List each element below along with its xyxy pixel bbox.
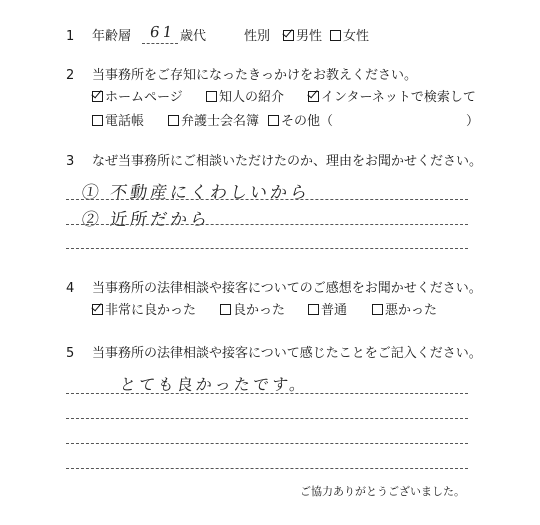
female-option[interactable] <box>330 29 369 45</box>
q3-answer-line-3[interactable] <box>66 248 468 249</box>
q2-number: 2 <box>66 68 75 83</box>
q3-answer-line-2[interactable] <box>66 224 468 225</box>
age-handwritten: 61 <box>148 23 177 41</box>
q2-option-internet-search[interactable] <box>308 90 476 106</box>
q2-question: 当事務所をご存知になったきっかけをお教えください。 <box>92 68 418 83</box>
very-good-label: 非常に良かった <box>105 303 197 318</box>
q2-option-acquaintance[interactable] <box>206 90 284 106</box>
q5-answer-line-1[interactable] <box>66 393 468 394</box>
q4-number: 4 <box>66 281 75 296</box>
q1-gender-label: 性別 <box>244 29 271 44</box>
q5-answer: とても良かったです。 <box>118 375 310 394</box>
good-label: 良かった <box>233 303 286 318</box>
phonebook-label: 電話帳 <box>105 114 145 129</box>
homepage-label: ホームページ <box>105 90 183 105</box>
age-field[interactable] <box>142 23 178 44</box>
q2-option-bar-directory[interactable] <box>168 114 259 130</box>
other-close-paren: ） <box>466 114 480 129</box>
bar-directory-checkbox[interactable] <box>168 115 179 126</box>
q4-question: 当事務所の法律相談や接客についてのご感想をお聞かせください。 <box>92 281 482 296</box>
normal-label: 普通 <box>321 303 348 318</box>
q1-age-unit: 歳代 <box>180 29 207 44</box>
q1-age-label: 年齢層 <box>92 29 132 44</box>
phonebook-checkbox[interactable] <box>92 115 103 126</box>
normal-checkbox[interactable] <box>308 304 319 315</box>
internet-search-label: インターネットで検索して <box>321 90 476 105</box>
q3-number: 3 <box>66 154 75 169</box>
very-good-checkbox[interactable] <box>92 304 103 315</box>
bad-checkbox[interactable] <box>372 304 383 315</box>
male-checkbox[interactable] <box>283 30 294 41</box>
internet-search-checkbox[interactable] <box>308 91 319 102</box>
q5-answer-line-2[interactable] <box>66 418 468 419</box>
q3-answer-1: ① 不動産にくわしいから <box>80 183 312 203</box>
female-label: 女性 <box>343 29 370 44</box>
q4-option-bad[interactable] <box>372 303 437 319</box>
female-checkbox[interactable] <box>330 30 341 41</box>
good-checkbox[interactable] <box>220 304 231 315</box>
q2-option-phonebook[interactable] <box>92 114 144 130</box>
q5-answer-line-4[interactable] <box>66 468 468 469</box>
acquaintance-label: 知人の紹介 <box>219 90 285 105</box>
acquaintance-checkbox[interactable] <box>206 91 217 102</box>
q2-option-homepage[interactable] <box>92 90 183 106</box>
q4-option-normal[interactable] <box>308 303 347 319</box>
q5-answer-line-3[interactable] <box>66 443 468 444</box>
q3-answer-2: ② 近所だから <box>80 210 212 230</box>
bar-directory-label: 弁護士会名簿 <box>181 114 260 129</box>
other-label: その他（ <box>281 114 334 129</box>
q5-question: 当事務所の法律相談や接客について感じたことをご記入ください。 <box>92 346 482 361</box>
q4-option-very-good[interactable] <box>92 303 196 319</box>
q1-number: 1 <box>66 29 75 44</box>
q5-number: 5 <box>66 346 75 361</box>
male-option[interactable] <box>283 29 322 45</box>
q3-answer-line-1[interactable] <box>66 199 468 200</box>
homepage-checkbox[interactable] <box>92 91 103 102</box>
q2-option-other[interactable] <box>268 114 333 130</box>
bad-label: 悪かった <box>385 303 438 318</box>
other-checkbox[interactable] <box>268 115 279 126</box>
q3-question: なぜ当事務所にご相談いただけたのか、理由をお聞かせください。 <box>92 154 483 169</box>
male-label: 男性 <box>296 29 323 44</box>
thanks-message: ご協力ありがとうございました。 <box>300 485 465 498</box>
q4-option-good[interactable] <box>220 303 285 319</box>
